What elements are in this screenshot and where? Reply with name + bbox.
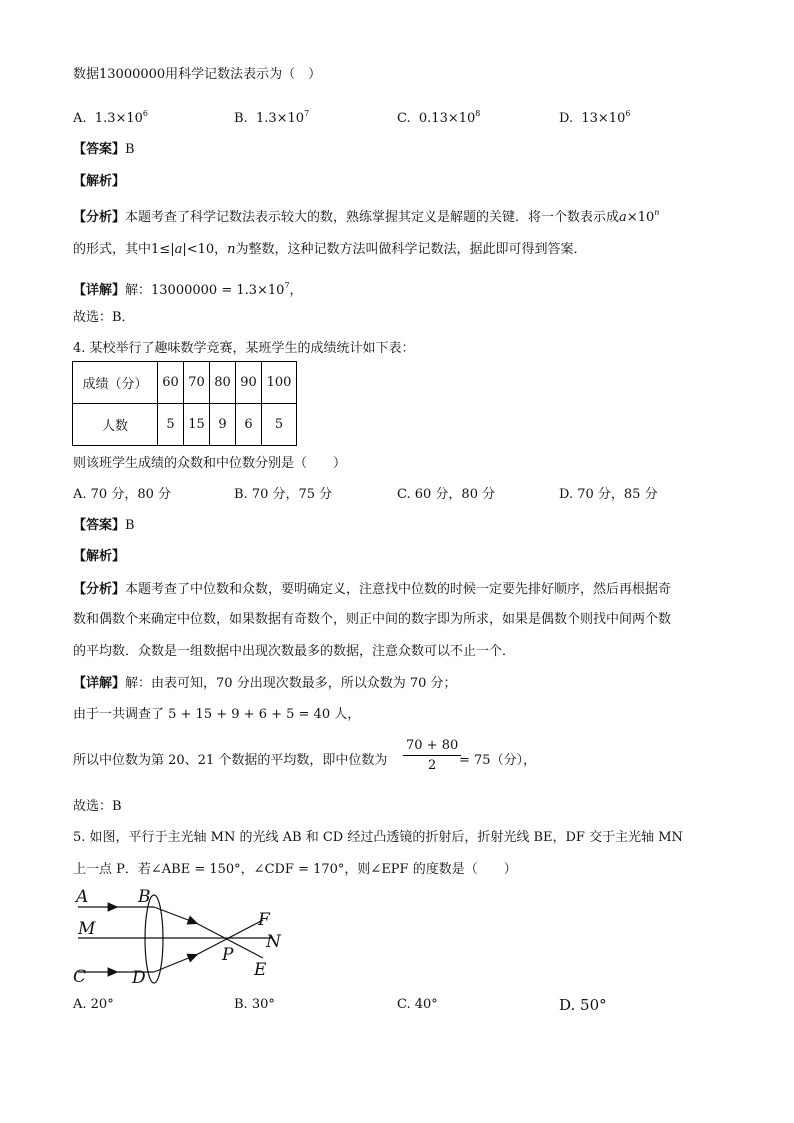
table-cell: 5 (158, 404, 184, 446)
table-cell: 9 (210, 404, 236, 446)
table-cell: 80 (210, 362, 236, 404)
q3-option-a: A. $1.3\times 10^6$ (73, 109, 148, 126)
q4-option-a: A. 70 分，80 分 (73, 487, 172, 502)
fraction-numerator: 70 + 80 (403, 738, 461, 756)
q3-option-b: B. $1.3\times 10^7$ (234, 109, 310, 126)
ray-df-arrow (154, 955, 196, 972)
label-d: D (132, 968, 146, 988)
q3-analysis-heading: 【解析】 (73, 174, 126, 189)
label-m: M (78, 919, 96, 939)
label-b: B (138, 887, 151, 907)
q4-option-b: B. 70 分，75 分 (234, 487, 333, 502)
q4-fenxi-line3: 的平均数．众数是一组数据中出现次数最多的数据，注意众数可以不止一个． (73, 644, 516, 659)
ray-be-arrow (154, 907, 196, 923)
q5-option-a: A. 20° (73, 997, 114, 1012)
label-c: C (73, 967, 87, 987)
q4-question: 则该班学生成绩的众数和中位数分别是（ ） (73, 456, 347, 471)
q4-option-c: C. 60 分，80 分 (397, 487, 496, 502)
table-header-count: 人数 (73, 404, 158, 446)
q4-fenxi-line2: 数和偶数个来确定中位数，如果数据有奇数个，则正中间的数字即为所求，如果是偶数个则找中间两个数 (73, 612, 672, 627)
score-table (72, 361, 297, 446)
count-row (73, 404, 297, 446)
lens-diagram (68, 883, 298, 988)
q4-fenxi-line1: 【分析】本题考查了中位数和众数，要明确定义，注意找中位数的时候一定要先排好顺序，然后再根据奇 (73, 582, 672, 597)
q5-stem-line1: 5. 如图，平行于主光轴 MN 的光线 AB 和 CD 经过凸透镜的折射后，折射光线 BE，DF 交于主光轴 MN (73, 830, 683, 845)
fraction-denominator: 2 (427, 758, 437, 773)
q5-option-d: D. 50° (559, 996, 607, 1014)
q4-analysis-heading: 【解析】 (73, 549, 126, 564)
label-e: E (254, 960, 267, 980)
score-row (73, 362, 297, 404)
table-cell: 60 (158, 362, 184, 404)
table-cell: 5 (262, 404, 297, 446)
q3-stem: 数据13000000用科学记数法表示为（ ） (73, 67, 322, 82)
median-fraction (403, 738, 461, 773)
q4-option-d: D. 70 分，85 分 (559, 487, 658, 502)
q3-choose: 故选：B． (73, 310, 135, 325)
q5-option-c: C. 40° (397, 997, 438, 1012)
q5-option-b: B. 30° (234, 997, 275, 1012)
table-cell: 70 (184, 362, 210, 404)
q3-answer: 【答案】B (73, 142, 135, 157)
table-header-score: 成绩（分） (73, 362, 158, 404)
q3-option-c: C. $0.13\times 10^8$ (397, 109, 481, 126)
q3-option-d: D. $13\times 10^6$ (559, 109, 631, 126)
q4-detail-line1: 【详解】解：由表可知，70 分出现次数最多，所以众数为 70 分； (73, 676, 457, 691)
q4-detail-line3: 所以中位数为第 20、21 个数据的平均数，即中位数为 (73, 753, 388, 768)
table-cell: 100 (262, 362, 297, 404)
table-cell: 90 (236, 362, 262, 404)
label-a: A (76, 887, 89, 907)
q3-detail: 【详解】解：$13000000 = 1.3\times 10^7$， (73, 281, 303, 298)
label-p: P (222, 945, 234, 965)
q4-choose: 故选：B (73, 799, 122, 814)
q4-detail-line2: 由于一共调查了 5 + 15 + 9 + 6 + 5 = 40 人， (73, 707, 361, 722)
table-cell: 15 (184, 404, 210, 446)
q5-stem-line2: 上一点 P．若∠ABE = 150°，∠CDF = 170°，则∠EPF 的度数是（ ） (73, 862, 517, 877)
label-n: N (266, 932, 281, 952)
q3-fenxi-line2: 的形式，其中1≤|a|<10，n为整数，这种记数方法叫做科学记数法，据此即可得到答案． (73, 242, 587, 257)
table-cell: 6 (236, 404, 262, 446)
label-f: F (258, 910, 270, 930)
q4-answer: 【答案】B (73, 518, 135, 533)
q3-fenxi-line1: 【分析】本题考查了科学记数法表示较大的数，熟练掌握其定义是解题的关键．将一个数表示成$a\times 10^n$ (73, 208, 660, 225)
q4-detail-line3-result: = 75（分）， (459, 753, 537, 768)
q4-stem: 4. 某校举行了趣味数学竞赛，某班学生的成绩统计如下表： (73, 341, 415, 356)
